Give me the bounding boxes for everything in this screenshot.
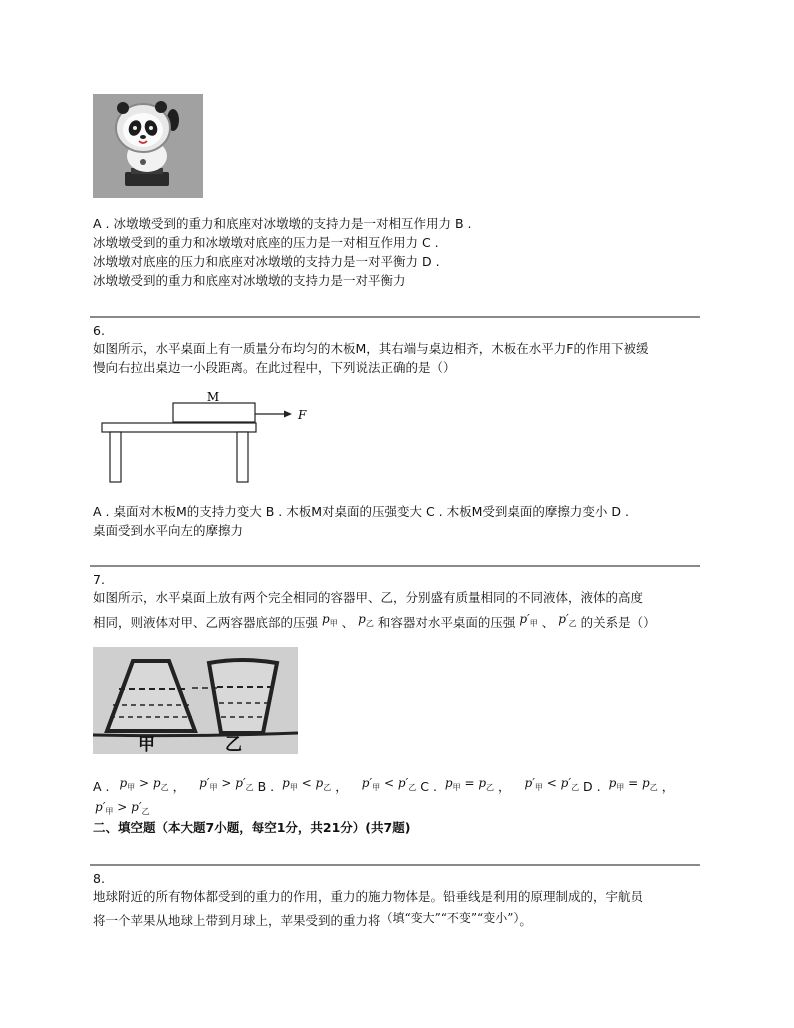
label-jia: 甲 bbox=[138, 735, 155, 754]
option-b-letter: B . bbox=[257, 779, 275, 794]
symbol-p-prime-jia: $p'_甲$ bbox=[519, 612, 538, 628]
option-a-expr-1: $p_甲 > p_乙$ bbox=[119, 776, 169, 792]
board-label: M bbox=[206, 390, 220, 404]
containers-drawing bbox=[93, 647, 298, 754]
q8-line-2-paren: （填“变大”“不变”“变小”） bbox=[380, 911, 520, 925]
q7-options-line-1 bbox=[93, 773, 674, 797]
symbol-p-jia: $p_甲$ bbox=[322, 612, 338, 628]
q7-stem-part3: 的关系是（） bbox=[580, 615, 656, 630]
option-c-expr-1: $p_甲 = p_乙$ bbox=[444, 776, 495, 792]
q5-option-line-2: 冰墩墩受到的重力和冰墩墩对底座的压力是一对相互作用力 C . bbox=[93, 235, 439, 250]
q7-stem-part1: 相同，则液体对甲、乙两容器底部的压强 bbox=[93, 615, 319, 630]
q8-line-2-text: 将一个苹果从地球上带到月球上，苹果受到的重力将 bbox=[93, 913, 381, 928]
divider bbox=[90, 316, 700, 318]
q8-number: 8. bbox=[93, 871, 105, 886]
comma: ， bbox=[335, 779, 348, 794]
q7-number: 7. bbox=[93, 572, 105, 587]
divider bbox=[90, 565, 700, 567]
q6-option-line-2: 桌面受到水平向左的摩擦力 bbox=[93, 523, 244, 538]
option-d-letter: D . bbox=[583, 779, 601, 794]
option-d-expr-2: $p'_甲 > p'_乙$ bbox=[95, 800, 150, 816]
q7-stem-sep: 、 bbox=[341, 615, 355, 630]
option-b-expr-1: $p_甲 < p_乙$ bbox=[282, 776, 332, 792]
q8-line-2-end: 。 bbox=[519, 913, 532, 928]
q5-option-line-3: 冰墩墩对底座的压力和底座对冰墩墩的支持力是一对平衡力 D . bbox=[93, 254, 440, 269]
option-c-expr-2: $p'_甲 < p'_乙$ bbox=[524, 776, 580, 792]
containers-photo bbox=[93, 647, 298, 754]
q8-line-2 bbox=[93, 909, 532, 930]
comma: ， bbox=[661, 779, 675, 794]
q7-stem-line-2 bbox=[93, 610, 656, 633]
q8-line-1: 地球附近的所有物体都受到的重力的作用，重力的施力物体是。铅垂线是利用的原理制成的，宇航员 bbox=[93, 889, 644, 904]
option-b-expr-2: $p'_甲 < p'_乙$ bbox=[361, 776, 417, 792]
q7-stem-line-1: 如图所示，水平桌面上放有两个完全相同的容器甲、乙，分别盛有质量相同的不同液体，液体的高度 bbox=[93, 590, 644, 605]
option-a-expr-2: $p'_甲 > p'_乙$ bbox=[199, 776, 254, 792]
option-a-letter: A . bbox=[93, 779, 110, 794]
divider bbox=[90, 864, 700, 866]
table-top bbox=[102, 423, 256, 432]
table-board-diagram bbox=[96, 388, 326, 486]
comma: ， bbox=[172, 779, 186, 794]
q6-stem-line-2: 慢向右拉出桌边一小段距离。在此过程中，下列说法正确的是（） bbox=[93, 360, 456, 375]
mascot-photo-drawing bbox=[93, 94, 203, 198]
option-c-letter: C . bbox=[420, 779, 437, 794]
q5-option-line-1: A . 冰墩墩受到的重力和底座对冰墩墩的支持力是一对相互作用力 B . bbox=[93, 216, 472, 231]
q5-option-line-4: 冰墩墩受到的重力和底座对冰墩墩的支持力是一对平衡力 bbox=[93, 273, 406, 288]
q6-option-line-1: A . 桌面对木板M的支持力变大 B . 木板M对桌面的压强变大 C . 木板M受到桌面的摩擦力变小 D . bbox=[93, 504, 629, 519]
q7-stem-sep-2: 、 bbox=[541, 615, 555, 630]
q6-number: 6. bbox=[93, 323, 105, 338]
symbol-p-prime-yi: $p'_乙$ bbox=[558, 612, 577, 628]
section-heading: 二、填空题（本大题7小题，每空1分，共21分）(共7题) bbox=[93, 820, 411, 835]
force-arrow-head bbox=[284, 411, 292, 418]
mascot-photo bbox=[93, 94, 203, 198]
q7-stem-part2: 和容器对水平桌面的压强 bbox=[377, 615, 516, 630]
comma: ， bbox=[498, 779, 511, 794]
q6-figure bbox=[96, 388, 326, 486]
table-leg-right bbox=[237, 432, 248, 482]
label-yi: 乙 bbox=[225, 735, 242, 754]
force-label: F bbox=[298, 408, 307, 422]
option-d-expr-1: $p_甲 = p_乙$ bbox=[608, 776, 658, 792]
symbol-p-yi: $p_乙$ bbox=[358, 612, 374, 628]
q6-stem-line-1: 如图所示，水平桌面上有一质量分布均匀的木板M，其右端与桌边相齐，木板在水平力F的作用下被缓 bbox=[93, 341, 649, 356]
table-leg-left bbox=[110, 432, 121, 482]
board-m bbox=[173, 403, 255, 422]
